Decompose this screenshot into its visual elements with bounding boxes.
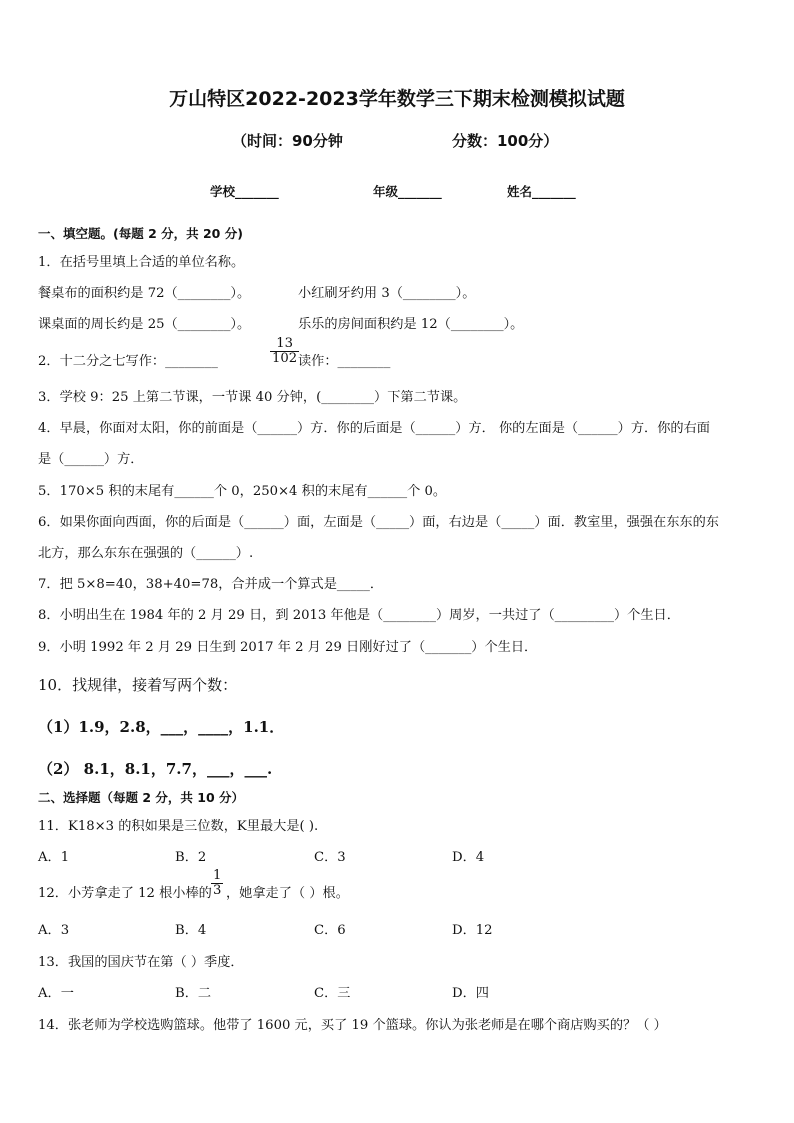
question-4-line1: 4．早晨，你面对太阳，你的前面是（______）方．你的后面是（______）方． 你的左面是（______）方．你的右面 [38, 421, 710, 436]
q12-option-d: D．12 [452, 923, 493, 938]
question-1d: 乐乐的房间面积约是 12（________）。 [298, 317, 524, 332]
q11-option-d: D．4 [452, 850, 485, 865]
q12-option-c: C．6 [314, 923, 346, 938]
section2-heading: 二、选择题（每题 2 分，共 10 分） [38, 790, 245, 805]
question-2-right: 读作：________ [298, 354, 391, 369]
question-4-line2: 是（______）方． [38, 452, 144, 467]
q11-option-b: B．2 [175, 850, 207, 865]
question-1b: 小红刷牙约用 3（________）。 [298, 286, 476, 301]
question-9: 9．小明 1992 年 2 月 29 日生到 2017 年 2 月 29 日刚好过了（_______）个生日． [38, 640, 538, 655]
question-10b: （2） 8.1，8.1，7.7，___，___. [38, 760, 273, 778]
fraction-numerator: 13 [270, 337, 299, 352]
q11-option-a: A．1 [38, 850, 70, 865]
question-2-fraction [270, 337, 299, 366]
q12-option-a: A．3 [38, 923, 70, 938]
question-13: 13．我国的国庆节在第（ ）季度． [38, 955, 244, 970]
fraction-numerator: 1 [213, 868, 222, 883]
question-7: 7．把 5×8=40，38+40=78，合并成一个算式是_____． [38, 577, 384, 592]
page-title: 万山特区2022-2023学年数学三下期末检测模拟试题 [169, 88, 625, 110]
question-1c: 课桌面的周长约是 25（________）。 [38, 317, 251, 332]
q13-option-a: A．一 [38, 986, 74, 1001]
question-6-line1: 6．如果你面向西面，你的后面是（______）面，左面是（_____）面，右边是（_____）面．教室里，强强在东东的东 [38, 515, 719, 530]
question-10: 10．找规律，接着写两个数： [38, 676, 238, 694]
q13-option-c: C．三 [314, 986, 351, 1001]
question-10a: （1）1.9，2.8，___，____，1.1． [38, 718, 285, 736]
question-1: 1．在括号里填上合适的单位名称。 [38, 255, 245, 270]
time-label: （时间：90分钟 [232, 132, 343, 150]
question-12-left: 12．小芳拿走了 12 根小棒的 [38, 886, 212, 901]
q11-option-c: C．3 [314, 850, 346, 865]
question-12-fraction [211, 869, 223, 898]
question-2-left: 2．十二分之七写作：________ [38, 354, 218, 369]
question-3: 3．学校 9：25 上第二节课，一节课 40 分钟，(________）下第二节课。 [38, 390, 467, 405]
name-field: 姓名_______ [507, 184, 576, 199]
question-5: 5．170×5 积的末尾有______个 0，250×4 积的末尾有______个 0。 [38, 484, 447, 499]
question-12-right: ，她拿走了（ ）根。 [226, 886, 349, 901]
fraction-denominator: 3 [213, 882, 222, 898]
question-11: 11．K18×3 的积如果是三位数，K里最大是( ). [38, 819, 319, 834]
fraction-denominator: 102 [272, 350, 298, 366]
grade-field: 年级_______ [373, 184, 442, 199]
question-1a: 餐桌布的面积约是 72（________）。 [38, 286, 251, 301]
q13-option-b: B．二 [175, 986, 212, 1001]
q13-option-d: D．四 [452, 986, 489, 1001]
school-field: 学校_______ [210, 184, 279, 199]
question-14: 14．张老师为学校选购篮球。他带了 1600 元，买了 19 个篮球。你认为张老师是在哪个商店购买的？（ ） [38, 1018, 667, 1033]
question-8: 8．小明出生在 1984 年的 2 月 29 日，到 2013 年他是（________）周岁，一共过了（_________）个生日． [38, 608, 680, 623]
q12-option-b: B．4 [175, 923, 207, 938]
section1-heading: 一、填空题。(每题 2 分，共 20 分) [38, 226, 243, 241]
score-label: 分数：100分） [452, 132, 559, 150]
question-6-line2: 北方，那么东东在强强的（______）. [38, 546, 254, 561]
